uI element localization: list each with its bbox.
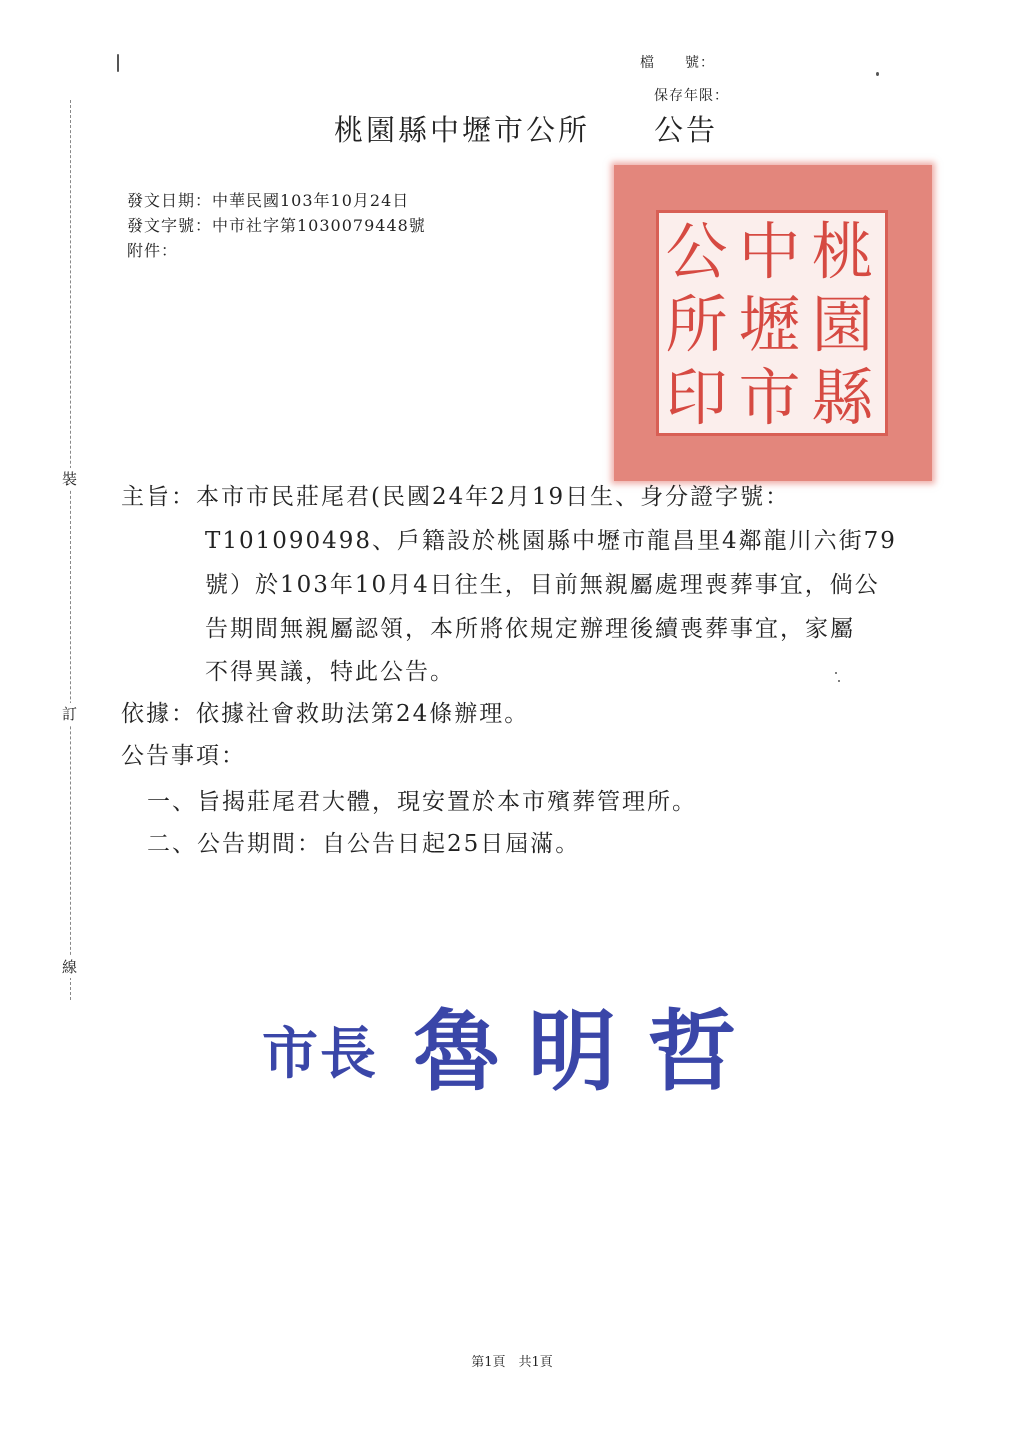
binding-char-xian: 線 xyxy=(62,958,78,976)
binding-char-ding: 訂 xyxy=(62,705,78,723)
retention-period-label: 保存年限： xyxy=(654,88,729,104)
subject-line-5: 不得異議，特此公告。 xyxy=(205,659,455,685)
attachment-label: 附件： xyxy=(127,241,179,260)
subject-line-3: 號）於103年10月4日往生，目前無親屬處理喪葬事宜，倘公 xyxy=(205,572,880,598)
archive-number-label: 檔 號： xyxy=(640,55,715,71)
signature-name-char-1: 魯 xyxy=(413,1000,502,1103)
seal-character: 桃 xyxy=(811,215,874,288)
seal-characters xyxy=(660,215,879,434)
page-title: 桃園縣中壢市公所 公告 xyxy=(334,113,719,147)
notice-item-1: 一、旨揭莊尾君大體，現安置於本市殯葬管理所。 xyxy=(147,789,697,815)
seal-character: 所 xyxy=(665,288,728,361)
seal-character: 市 xyxy=(738,361,801,434)
seal-character: 園 xyxy=(811,288,874,361)
seal-character: 中 xyxy=(738,215,801,288)
seal-column xyxy=(806,215,879,434)
signature-name-char-2: 明 xyxy=(528,1000,617,1103)
scan-mark xyxy=(835,672,837,674)
scan-mark xyxy=(876,72,879,76)
dispatch-number: 發文字號：中市社字第1030079448號 xyxy=(127,216,426,235)
subject-line-4: 告期間無親屬認領，本所將依規定辦理後續喪葬事宜，家屬 xyxy=(205,616,855,642)
page-number: 第1頁 共1頁 xyxy=(471,1355,553,1370)
binding-char-zhuang: 裝 xyxy=(62,470,78,488)
scan-mark xyxy=(838,680,840,682)
subject-line-2: T101090498、戶籍設於桃園縣中壢市龍昌里4鄰龍川六街79 xyxy=(205,528,897,554)
signature-name-char-3: 哲 xyxy=(648,1000,737,1103)
subject-line-1: 主旨：本市市民莊尾君(民國24年2月19日生、身分證字號： xyxy=(121,484,791,510)
dispatch-date: 發文日期：中華民國103年10月24日 xyxy=(127,191,410,210)
basis-line: 依據：依據社會救助法第24條辦理。 xyxy=(121,701,530,727)
seal-column xyxy=(660,215,733,434)
signature-title: 市長 xyxy=(262,1022,378,1087)
seal-column xyxy=(733,215,806,434)
official-seal xyxy=(614,165,932,481)
notice-heading: 公告事項： xyxy=(121,743,246,769)
scan-mark xyxy=(117,54,119,72)
seal-character: 壢 xyxy=(738,288,801,361)
seal-character: 印 xyxy=(665,361,728,434)
seal-character: 公 xyxy=(665,215,728,288)
seal-character: 縣 xyxy=(811,361,874,434)
notice-item-2: 二、公告期間：自公告日起25日屆滿。 xyxy=(147,831,581,857)
seal-frame xyxy=(656,210,888,436)
binding-margin-line xyxy=(70,100,71,1000)
